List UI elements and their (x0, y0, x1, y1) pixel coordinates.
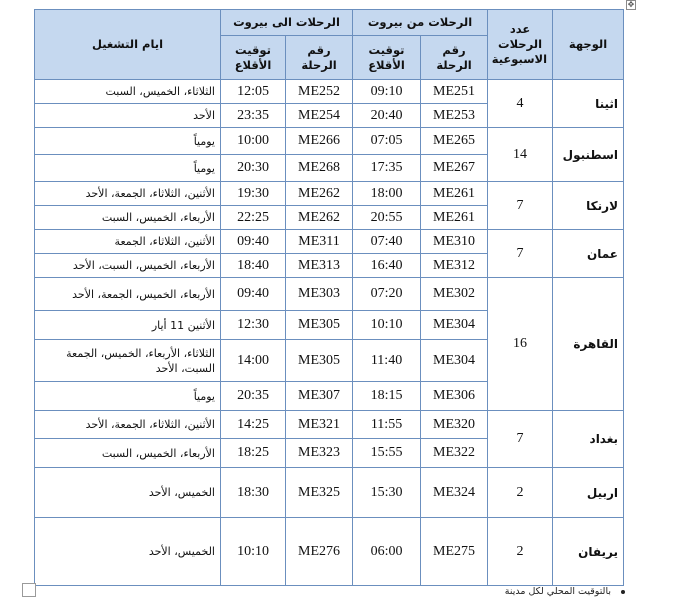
table-row (35, 80, 624, 104)
out-time-cell: 15:55 (353, 439, 421, 468)
weekly-count-cell: 2 (488, 518, 553, 586)
out-flight-cell: ME320 (421, 411, 488, 439)
table-row (35, 182, 624, 206)
days-cell: الأثنين، الثلاثاء، الجمعة (35, 230, 221, 254)
footnote-text: بالتوقيت المحلي لكل مدينة (504, 586, 611, 597)
in-flight-cell: ME276 (286, 518, 353, 586)
in-flight-cell: ME313 (286, 254, 353, 278)
days-cell: الأربعاء، الخميس، السبت (35, 439, 221, 468)
in-time-cell: 18:30 (221, 468, 286, 518)
out-flight-cell: ME302 (421, 278, 488, 311)
resize-handle[interactable] (22, 583, 36, 597)
destination-cell: لارنكا (553, 182, 624, 230)
out-time-cell: 18:15 (353, 382, 421, 411)
in-flight-cell: ME303 (286, 278, 353, 311)
out-time-cell: 07:20 (353, 278, 421, 311)
weekly-count-cell: 16 (488, 278, 553, 411)
out-flight-cell: ME261 (421, 182, 488, 206)
out-time-cell: 11:55 (353, 411, 421, 439)
in-time-cell: 09:40 (221, 230, 286, 254)
destination-cell: القاهرة (553, 278, 624, 411)
header-weekly-count: عدد الرحلات الاسبوعية (488, 10, 553, 80)
in-flight-cell: ME262 (286, 182, 353, 206)
in-flight-cell: ME307 (286, 382, 353, 411)
table-row (35, 278, 624, 311)
in-time-cell: 18:25 (221, 439, 286, 468)
in-flight-cell: ME254 (286, 104, 353, 128)
table-row (35, 128, 624, 155)
out-time-cell: 15:30 (353, 468, 421, 518)
out-flight-cell: ME275 (421, 518, 488, 586)
header-destination: الوجهة (553, 10, 624, 80)
out-flight-cell: ME322 (421, 439, 488, 468)
destination-cell: اربيل (553, 468, 624, 518)
in-flight-cell: ME268 (286, 155, 353, 182)
table-move-handle-icon[interactable]: ✥ (627, 0, 635, 9)
out-flight-cell: ME324 (421, 468, 488, 518)
out-flight-cell: ME265 (421, 128, 488, 155)
days-cell: الخميس، الأحد (35, 468, 221, 518)
in-time-cell: 09:40 (221, 278, 286, 311)
flight-schedule-table (34, 9, 624, 586)
in-flight-cell: ME266 (286, 128, 353, 155)
days-cell: الأربعاء، الخميس، الجمعة، الأحد (35, 278, 221, 311)
out-time-cell: 20:40 (353, 104, 421, 128)
days-cell: الأربعاء، الخميس، السبت، الأحد (35, 254, 221, 278)
out-flight-cell: ME304 (421, 311, 488, 340)
in-time-cell: 22:25 (221, 206, 286, 230)
destination-cell: اثينا (553, 80, 624, 128)
weekly-count-cell: 7 (488, 411, 553, 468)
in-time-cell: 10:10 (221, 518, 286, 586)
in-flight-cell: ME325 (286, 468, 353, 518)
out-flight-cell: ME267 (421, 155, 488, 182)
days-cell: الأحد (35, 104, 221, 128)
out-flight-cell: ME261 (421, 206, 488, 230)
days-cell: الخميس، الأحد (35, 518, 221, 586)
out-flight-cell: ME310 (421, 230, 488, 254)
header-operating-days: ايام التشغيل (35, 10, 221, 80)
destination-cell: بغداد (553, 411, 624, 468)
destination-cell: يريفان (553, 518, 624, 586)
header-out-departure-time: توقيت الأقلاع (353, 36, 421, 80)
destination-cell: اسطنبول (553, 128, 624, 182)
days-cell: الأثنين، الثلاثاء، الجمعة، الأحد (35, 182, 221, 206)
in-time-cell: 12:05 (221, 80, 286, 104)
days-cell: الثلاثاء، الأربعاء، الخميس، الجمعة السبت، الأحد (35, 340, 221, 382)
out-time-cell: 10:10 (353, 311, 421, 340)
header-to-beirut: الرحلات الى بيروت (221, 10, 353, 36)
table-row (35, 411, 624, 439)
in-flight-cell: ME323 (286, 439, 353, 468)
in-time-cell: 12:30 (221, 311, 286, 340)
header-from-beirut: الرحلات من بيروت (353, 10, 488, 36)
weekly-count-cell: 2 (488, 468, 553, 518)
out-time-cell: 17:35 (353, 155, 421, 182)
weekly-count-cell: 4 (488, 80, 553, 128)
in-time-cell: 14:00 (221, 340, 286, 382)
out-time-cell: 11:40 (353, 340, 421, 382)
out-time-cell: 16:40 (353, 254, 421, 278)
in-flight-cell: ME311 (286, 230, 353, 254)
bullet-icon (621, 590, 625, 594)
days-cell: الأثنين، الثلاثاء، الجمعة، الأحد (35, 411, 221, 439)
weekly-count-cell: 14 (488, 128, 553, 182)
out-time-cell: 18:00 (353, 182, 421, 206)
destination-cell: عمان (553, 230, 624, 278)
in-time-cell: 10:00 (221, 128, 286, 155)
header-in-departure-time: توقيت الأقلاع (221, 36, 286, 80)
weekly-count-cell: 7 (488, 230, 553, 278)
weekly-count-cell: 7 (488, 182, 553, 230)
days-cell: يومياً (35, 382, 221, 411)
out-time-cell: 07:05 (353, 128, 421, 155)
in-flight-cell: ME321 (286, 411, 353, 439)
header-in-flight-no: رقم الرحلة (286, 36, 353, 80)
table-row (35, 518, 624, 586)
table-row (35, 230, 624, 254)
out-flight-cell: ME306 (421, 382, 488, 411)
in-time-cell: 19:30 (221, 182, 286, 206)
out-time-cell: 07:40 (353, 230, 421, 254)
in-time-cell: 23:35 (221, 104, 286, 128)
in-time-cell: 20:35 (221, 382, 286, 411)
footnote (505, 586, 625, 597)
out-time-cell: 09:10 (353, 80, 421, 104)
in-flight-cell: ME305 (286, 311, 353, 340)
out-flight-cell: ME253 (421, 104, 488, 128)
in-time-cell: 20:30 (221, 155, 286, 182)
in-time-cell: 18:40 (221, 254, 286, 278)
out-time-cell: 06:00 (353, 518, 421, 586)
out-flight-cell: ME251 (421, 80, 488, 104)
days-cell: الأثنين 11 أيار (35, 311, 221, 340)
in-flight-cell: ME262 (286, 206, 353, 230)
days-cell: يومياً (35, 155, 221, 182)
days-cell: يومياً (35, 128, 221, 155)
table-row (35, 468, 624, 518)
days-cell: الأربعاء، الخميس، السبت (35, 206, 221, 230)
in-time-cell: 14:25 (221, 411, 286, 439)
days-cell: الثلاثاء، الخميس، السبت (35, 80, 221, 104)
header-out-flight-no: رقم الرحلة (421, 36, 488, 80)
out-flight-cell: ME312 (421, 254, 488, 278)
out-flight-cell: ME304 (421, 340, 488, 382)
in-flight-cell: ME305 (286, 340, 353, 382)
out-time-cell: 20:55 (353, 206, 421, 230)
in-flight-cell: ME252 (286, 80, 353, 104)
